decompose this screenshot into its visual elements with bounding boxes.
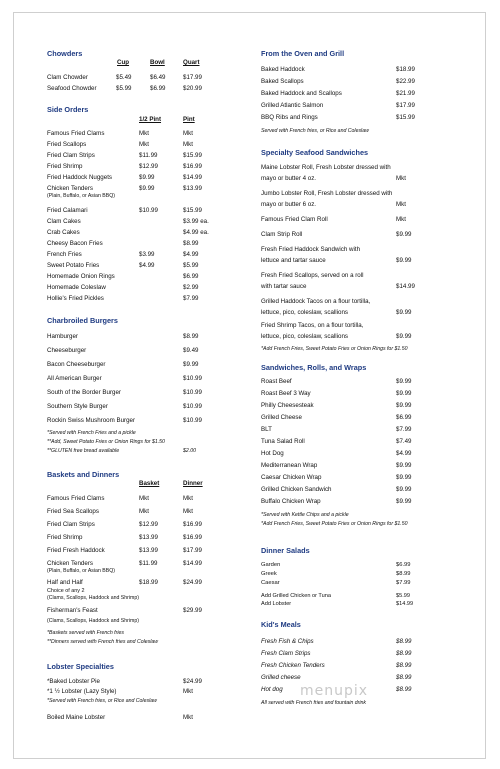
menu-item: Chicken Tenders $9.99 $13.99 xyxy=(47,185,202,192)
kids-heading: Kid's Meals xyxy=(261,620,301,629)
chowders-header-cup: Cup xyxy=(117,59,130,66)
menu-item: Tuna Salad Roll $7.49 xyxy=(261,438,412,445)
menu-item: Greek $8.99 xyxy=(261,571,411,577)
menu-item-line: Fresh Fried Scallops, served on a roll xyxy=(261,272,364,279)
menu-item-line: Jumbo Lobster Roll, Fresh Lobster dressed with xyxy=(261,190,393,197)
menu-item: South of the Border Burger $10.99 xyxy=(47,389,202,396)
kids-note: All served with French fries and fountain drink xyxy=(261,700,366,706)
menu-item: Hollie's Fried Pickles $7.99 xyxy=(47,295,199,302)
menu-item: Fresh Clam Strips $8.99 xyxy=(261,650,412,657)
menu-item: Hot dog $8.99 xyxy=(261,686,412,693)
menu-item: Caesar Chicken Wrap $9.99 xyxy=(261,474,412,481)
menu-item: BBQ Ribs and Rings $15.99 xyxy=(261,114,415,121)
burgers-note-1: *Served with French Fries and a pickle xyxy=(47,430,136,436)
menu-item: Baked Haddock and Scallops $21.99 xyxy=(261,90,415,97)
feast-note: (Clams, Scallops, Haddock and Shrimp) xyxy=(47,618,139,624)
chowders-header-bowl: Bowl xyxy=(150,59,165,66)
half-options-note: (Clams, Scallops, Haddock and Shrimp) xyxy=(47,595,139,601)
menu-item-line: Fried Shrimp Tacos, on a flour tortilla, xyxy=(261,322,364,329)
menu-item: Fried Fresh Haddock $13.99 $17.99 xyxy=(47,547,202,554)
menu-item: Crab Cakes $4.99 ea. xyxy=(47,229,209,236)
menu-item: Cheesy Bacon Fries $8.99 xyxy=(47,240,199,247)
menu-item: Fried Shrimp $13.99 $16.99 xyxy=(47,534,202,541)
menu-item: Clam Strip Roll $9.99 xyxy=(261,231,412,238)
menu-item: Add Grilled Chicken or Tuna $5.99 xyxy=(261,593,410,599)
baskets-header-basket: Basket xyxy=(139,480,160,487)
menu-item-line: Maine Lobster Roll, Fresh Lobster dressed with xyxy=(261,164,391,171)
menu-item: Caesar $7.99 xyxy=(261,580,411,586)
menu-item: Fried Calamari $10.99 $15.99 xyxy=(47,207,202,214)
lobster-heading: Lobster Specialties xyxy=(47,662,114,671)
menu-item: Famous Fried Clams Mkt Mkt xyxy=(47,130,193,137)
menu-item: Cheeseburger $9.49 xyxy=(47,347,199,354)
menu-item: Rockin Swiss Mushroom Burger $10.99 xyxy=(47,417,202,424)
menu-item: Sweet Potato Fries $4.99 $5.99 xyxy=(47,262,199,269)
menu-item: All American Burger $10.99 xyxy=(47,375,202,382)
menu-item: Boiled Maine Lobster Mkt xyxy=(47,714,193,721)
chowders-heading: Chowders xyxy=(47,49,83,58)
menu-item: Grilled Chicken Sandwich $9.99 xyxy=(261,486,412,493)
side-header-pint: Pint xyxy=(183,116,195,123)
salads-heading: Dinner Salads xyxy=(261,546,310,555)
menu-item: Famous Fried Clam Roll Mkt xyxy=(261,216,406,223)
menu-item: Clam Chowder $5.49 $6.49 $17.99 xyxy=(47,74,202,81)
menu-item: Fisherman's Feast $29.99 xyxy=(47,607,202,614)
menu-item: Roast Beef $9.99 xyxy=(261,378,412,385)
menu-item: with tartar sauce $14.99 xyxy=(261,283,415,290)
half-choice-note: Choice of any 2 xyxy=(47,588,85,594)
menu-item-line: Fresh Fried Haddock Sandwich with xyxy=(261,246,361,253)
menu-item: Fried Clam Strips $11.99 $15.99 xyxy=(47,152,202,159)
menu-item: Famous Fried Clams Mkt Mkt xyxy=(47,495,193,502)
menu-item: Baked Haddock $18.99 xyxy=(261,66,415,73)
gluten-note: **GLUTEN free bread available $2.00 xyxy=(47,448,196,454)
oven-note: Served with French fries, or Rice and Coleslaw xyxy=(261,128,369,134)
menu-item: French Fries $3.99 $4.99 xyxy=(47,251,199,258)
menu-item: Fresh Chicken Tenders $8.99 xyxy=(261,662,412,669)
menu-item: mayo or butter 6 oz. Mkt xyxy=(261,201,406,208)
menu-item: Fried Shrimp $12.99 $16.99 xyxy=(47,163,202,170)
watermark: menupix xyxy=(300,683,369,699)
baskets-header-dinner: Dinner xyxy=(183,480,203,487)
menu-item: Fried Clam Strips $12.99 $16.99 xyxy=(47,521,202,528)
menu-item: Add Lobster $14.99 xyxy=(261,601,414,607)
baskets-heading: Baskets and Dinners xyxy=(47,470,120,479)
tenders-note: (Plain, Buffalo, or Asian BBQ) xyxy=(47,568,115,574)
menu-item: Mediterranean Wrap $9.99 xyxy=(261,462,412,469)
burgers-note-2: **Add, Sweet Potato Fries or Onion Rings for $1.50 xyxy=(47,439,165,445)
baskets-note-1: *Baskets served with French fries xyxy=(47,630,124,636)
menu-item: Fried Sea Scallops Mkt Mkt xyxy=(47,508,193,515)
menu-item: Chicken Tenders $11.99 $14.99 xyxy=(47,560,202,567)
menu-item: BLT $7.99 xyxy=(261,426,412,433)
menu-item: Homemade Coleslaw $2.99 xyxy=(47,284,199,291)
menu-item: Seafood Chowder $5.99 $6.99 $20.99 xyxy=(47,85,202,92)
oven-heading: From the Oven and Grill xyxy=(261,49,345,58)
menu-item: Homemade Onion Rings $6.99 xyxy=(47,273,199,280)
menu-item: Fresh Fish & Chips $8.99 xyxy=(261,638,412,645)
menu-item: Buffalo Chicken Wrap $9.99 xyxy=(261,498,412,505)
menu-item: Grilled cheese $8.99 xyxy=(261,674,412,681)
menu-item: lettuce and tartar sauce $9.99 xyxy=(261,257,412,264)
baskets-note-2: **Dinners served with French fries and Coleslaw xyxy=(47,639,159,645)
sandwiches-note-1: *Served with Kettle Chips and a pickle xyxy=(261,512,349,518)
sandwiches-heading: Sandwiches, Rolls, and Wraps xyxy=(261,363,367,372)
menu-item: Hamburger $8.99 xyxy=(47,333,199,340)
menu-item: Roast Beef 3 Way $9.99 xyxy=(261,390,412,397)
menu-item: Fried Scallops Mkt Mkt xyxy=(47,141,193,148)
menu-item: Grilled Cheese $6.99 xyxy=(261,414,412,421)
menu-item: Southern Style Burger $10.99 xyxy=(47,403,202,410)
menu-item-line: Grilled Haddock Tacos on a flour tortilla, xyxy=(261,298,371,305)
menu-item: mayo or butter 4 oz. Mkt xyxy=(261,175,406,182)
tenders-note: (Plain, Buffalo, or Asian BBQ) xyxy=(47,193,115,199)
menu-item: Clam Cakes $3.99 ea. xyxy=(47,218,209,225)
menu-page xyxy=(13,12,486,759)
chowders-header-quart: Quart xyxy=(183,59,200,66)
side-orders-heading: Side Orders xyxy=(47,105,89,114)
menu-item: lettuce, pico, coleslaw, scallions $9.99 xyxy=(261,309,412,316)
menu-item: Baked Scallops $22.99 xyxy=(261,78,415,85)
menu-item: Fried Haddock Nuggets $9.99 $14.99 xyxy=(47,174,202,181)
sandwiches-note-2: *Add French Fries, Sweet Potato Fries or Onion Rings for $1.50 xyxy=(261,521,408,527)
lobster-note: *Served with French fries, or Rice and Coleslaw xyxy=(47,698,157,704)
menu-item: Grilled Atlantic Salmon $17.99 xyxy=(261,102,415,109)
menu-item: lettuce, pico, coleslaw, scallions $9.99 xyxy=(261,333,412,340)
menu-item: Garden $6.99 xyxy=(261,562,411,568)
menu-item: *1 ½ Lobster (Lazy Style) Mkt xyxy=(47,688,193,695)
menu-item: Hot Dog $4.99 xyxy=(261,450,412,457)
menu-item: Bacon Cheeseburger $9.99 xyxy=(47,361,199,368)
menu-item: Half and Half $18.99 $24.99 xyxy=(47,579,202,586)
specialty-note: *Add French Fries, Sweet Potato Fries or Onion Rings for $1.50 xyxy=(261,346,408,352)
menu-item: *Baked Lobster Pie $24.99 xyxy=(47,678,202,685)
menu-item: Philly Cheesesteak $9.99 xyxy=(261,402,412,409)
specialty-heading: Specialty Seafood Sandwiches xyxy=(261,148,369,157)
burgers-heading: Charbroiled Burgers xyxy=(47,316,118,325)
side-header-half: 1/2 Pint xyxy=(139,116,162,123)
